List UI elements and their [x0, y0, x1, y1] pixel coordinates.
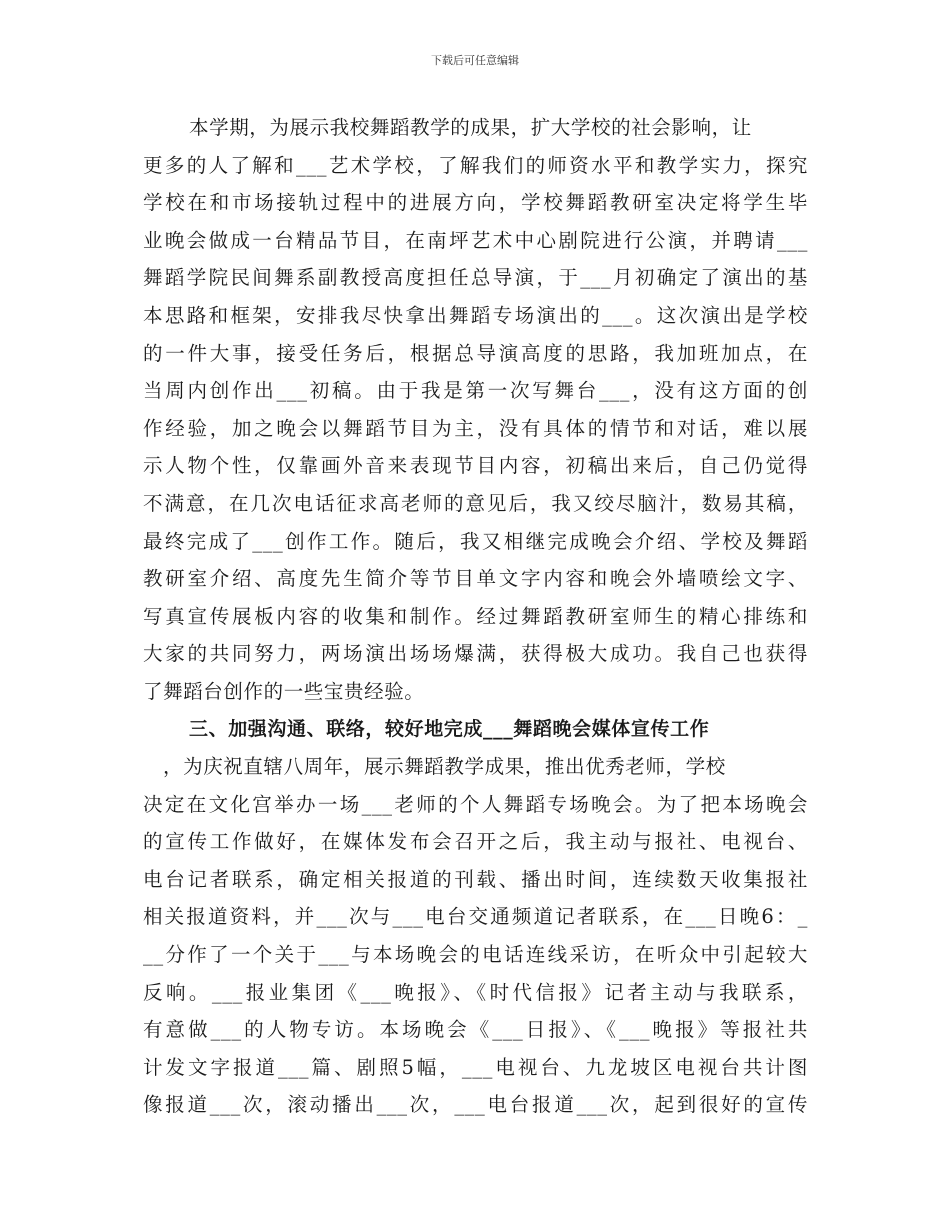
paragraph-line: 计发文字报道___篇、剧照5幅，___电视台、九龙坡区电视台共计图: [143, 1055, 808, 1079]
paragraph-line: 示人物个性，仅靠画外音来表现节目内容，初稿出来后，自己仍觉得: [143, 454, 808, 478]
paragraph-line: 教研室介绍、高度先生简介等节目单文字内容和晚会外墙喷绘文字、: [143, 567, 808, 591]
paragraph-line: 当周内创作出___初稿。由于我是第一次写舞台___，没有这方面的创: [143, 379, 808, 403]
paragraph-line: 更多的人了解和___艺术学校，了解我们的师资水平和教学实力，探究: [143, 153, 808, 177]
paragraph-line: 决定在文化宫举办一场___老师的个人舞蹈专场晚会。为了把本场晚会: [143, 792, 808, 816]
paragraph-line: 舞蹈学院民间舞系副教授高度担任总导演，于___月初确定了演出的基: [143, 266, 808, 290]
paragraph-line: 本思路和框架，安排我尽快拿出舞蹈专场演出的___。这次演出是学校: [143, 303, 808, 327]
paragraph-line: 学校在和市场接轨过程中的进展方向，学校舞蹈教研室决定将学生毕: [143, 191, 808, 215]
document-body: [143, 109, 808, 1124]
paragraph-line: __分作了一个关于___与本场晚会的电话连线采访，在听众中引起较大: [143, 943, 808, 967]
paragraph-line: 的一件大事，接受任务后，根据总导演高度的思路，我加班加点，在: [143, 341, 808, 365]
paragraph-line: ，为庆祝直辖八周年，展示舞蹈教学成果，推出优秀老师，学校: [163, 755, 726, 779]
paragraph-line: 不满意，在几次电话征求高老师的意见后，我又绞尽脑汁，数易其稿，: [143, 491, 808, 515]
paragraph-line: 本学期，为展示我校舞蹈教学的成果，扩大学校的社会影响，让: [189, 116, 752, 139]
paragraph-line: 有意做___的人物专访。本场晚会《___日报》、《___晚报》等报社共: [143, 1018, 808, 1042]
paragraph-line: 业晚会做成一台精品节目，在南坪艺术中心剧院进行公演，并聘请___: [143, 228, 808, 252]
paragraph-line: 写真宣传展板内容的收集和制作。经过舞蹈教研室师生的精心排练和: [143, 604, 808, 628]
section-heading: 三、加强沟通、联络，较好地完成___舞蹈晚会媒体宣传工作: [189, 717, 710, 740]
paragraph-line: 相关报道资料，并___次与___电台交通频道记者联系，在___日晚6：_: [143, 905, 808, 929]
paragraph-line: 像报道___次，滚动播出___次，___电台报道___次，起到很好的宣传: [143, 1093, 808, 1117]
paragraph-line: 作经验，加之晚会以舞蹈节目为主，没有具体的情节和对话，难以展: [143, 416, 808, 440]
paragraph-line: 最终完成了___创作工作。随后，我又相继完成晚会介绍、学校及舞蹈: [143, 529, 808, 553]
paragraph-line: 的宣传工作做好，在媒体发布会召开之后，我主动与报社、电视台、: [143, 830, 808, 854]
paragraph-line: 反响。___报业集团《___晚报》、《时代信报》记者主动与我联系，: [143, 980, 808, 1004]
header-note: 下载后可任意编辑: [431, 54, 519, 67]
paragraph-line: 电台记者联系，确定相关报道的刊载、播出时间，连续数天收集报社: [143, 867, 808, 891]
paragraph-line: 大家的共同努力，两场演出场场爆满，获得极大成功。我自己也获得: [143, 642, 808, 666]
paragraph-line: 了舞蹈台创作的一些宝贵经验。: [143, 679, 425, 703]
